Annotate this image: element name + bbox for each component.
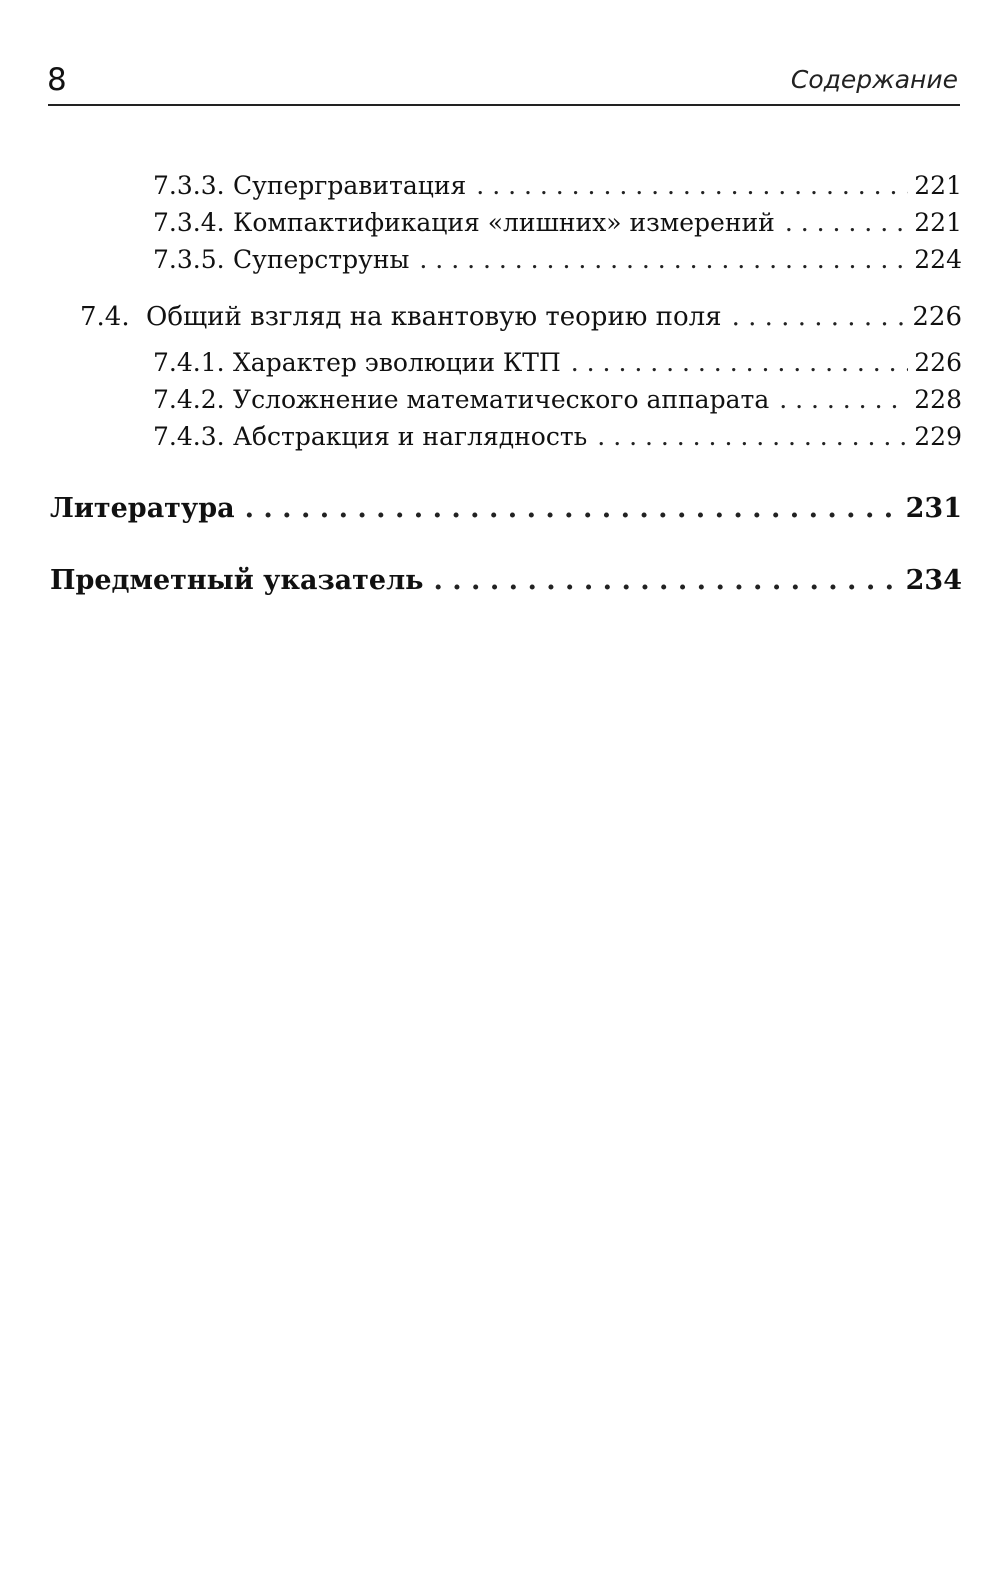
toc-entry-number: 7.3.4. — [153, 208, 225, 237]
toc-section — [80, 300, 962, 334]
toc-entry-page: 229 — [914, 422, 962, 451]
dot-leader — [732, 300, 907, 334]
toc-entry-number: 7.4. — [80, 302, 130, 332]
toc-entry — [153, 206, 962, 240]
toc-entry-title: Суперструны — [233, 245, 410, 274]
toc-entry-page: 226 — [914, 348, 962, 377]
toc-entry-page: 228 — [914, 385, 962, 414]
toc-entry-title: Абстракция и наглядность — [233, 422, 588, 451]
page-number: 8 — [47, 62, 67, 98]
toc-entry-number: 7.4.3. — [153, 422, 225, 451]
toc-entry — [153, 169, 962, 203]
dot-leader — [245, 492, 900, 526]
toc-entry-title: Компактификация «лишних» измерений — [233, 208, 775, 237]
running-title: Содержание — [790, 65, 958, 94]
toc-entry-page: 231 — [905, 493, 962, 524]
toc-entry-number: 7.3.5. — [153, 245, 225, 274]
toc-entry — [153, 346, 962, 380]
toc-entry-title: Общий взгляд на квантовую теорию поля — [146, 302, 722, 332]
dot-leader — [571, 346, 908, 380]
toc-entry — [153, 383, 962, 417]
toc-chapter-index — [50, 564, 962, 598]
toc-entry-title: Характер эволюции КТП — [233, 348, 561, 377]
dot-leader — [433, 564, 899, 598]
toc-entry — [153, 420, 962, 454]
dot-leader — [785, 206, 908, 240]
dot-leader — [779, 383, 908, 417]
toc-entry-title: Предметный указатель — [50, 565, 424, 596]
toc-entry-page: 226 — [912, 302, 962, 332]
dot-leader — [597, 420, 908, 454]
toc-entry — [153, 243, 962, 277]
toc-entry-number: 7.3.3. — [153, 171, 225, 200]
toc-entry-title: Супергравитация — [233, 171, 467, 200]
toc-chapter-literature — [50, 492, 962, 526]
toc-entry-title: Усложнение математического аппарата — [233, 385, 770, 414]
toc-entry-title: Литература — [50, 493, 235, 524]
toc-entry-page: 221 — [914, 171, 962, 200]
toc-entry-page: 224 — [914, 245, 962, 274]
header-rule — [48, 104, 960, 106]
toc-entry-number: 7.4.2. — [153, 385, 225, 414]
dot-leader — [419, 243, 908, 277]
toc-entry-page: 234 — [905, 565, 962, 596]
toc-entry-page: 221 — [914, 208, 962, 237]
dot-leader — [476, 169, 908, 203]
toc-entry-number: 7.4.1. — [153, 348, 225, 377]
